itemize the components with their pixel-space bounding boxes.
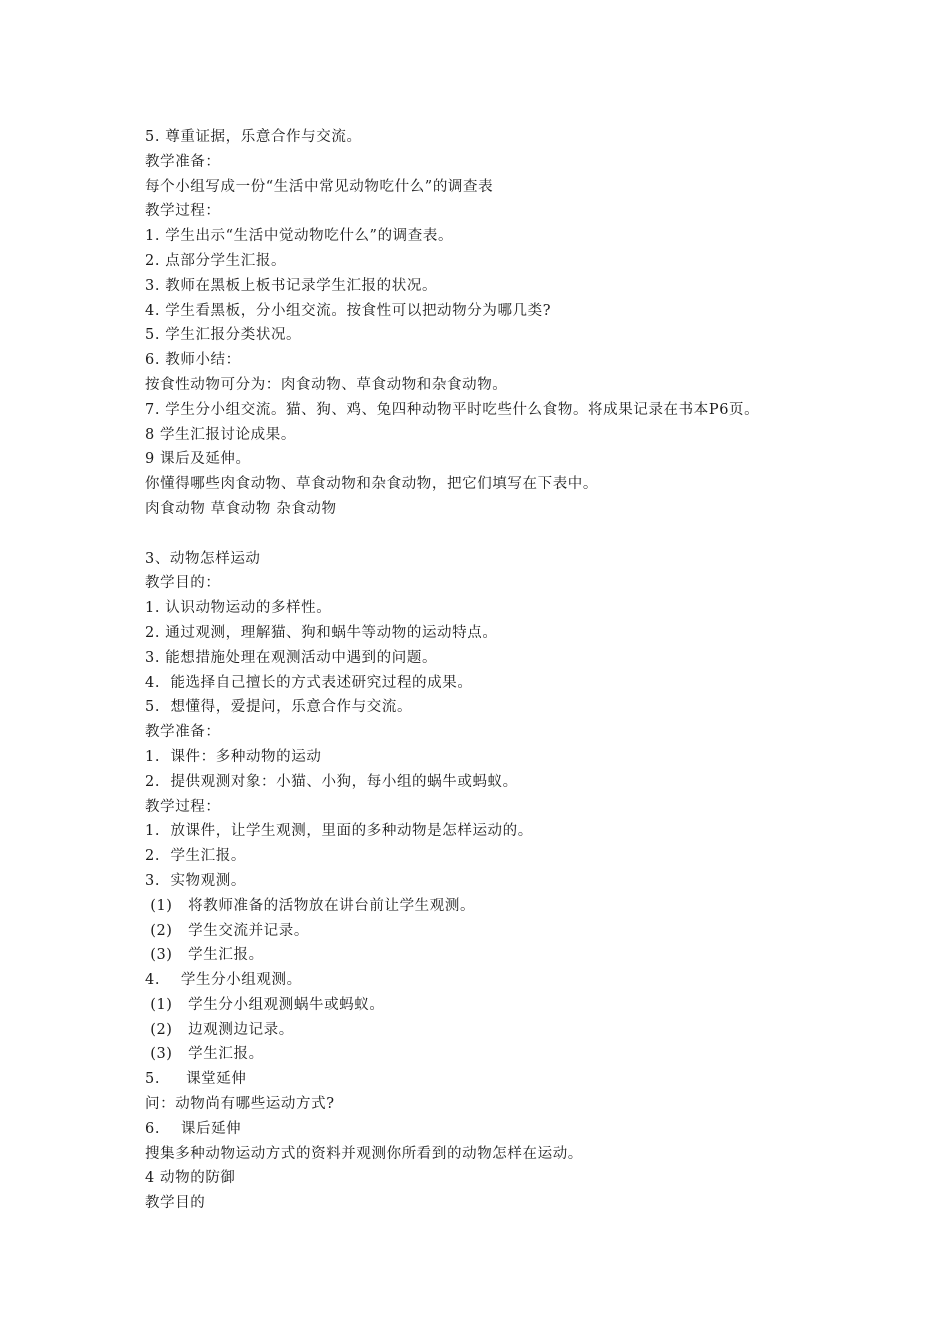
text-line: 1. 学生出示“生活中觉动物吃什么”的调查表。 [145, 228, 454, 245]
text-line: 1. 课件：多种动物的运动 [145, 748, 322, 765]
text-line: 你懂得哪些肉食动物、草食动物和杂食动物，把它们填写在下表中。 [145, 476, 598, 493]
text-line: 教学目的： [145, 575, 221, 592]
text-line: 3. 教师在黑板上板书记录学生汇报的状况。 [145, 277, 438, 294]
text-line: 2. 点部分学生汇报。 [145, 252, 287, 269]
text-line: 4. 学生分小组观测。 [145, 972, 302, 989]
text-line: 4 动物的防御 [145, 1170, 236, 1187]
text-line: (1) 将教师准备的活物放在讲台前让学生观测。 [145, 897, 476, 914]
text-line: (3) 学生汇报。 [145, 1046, 264, 1063]
text-line: 4. 能选择自己擅长的方式表述研究过程的成果。 [145, 674, 473, 691]
text-line: 9 课后及延伸。 [145, 451, 251, 468]
text-line: 搜集多种动物运动方式的资料并观测你所看到的动物怎样在运动。 [145, 1145, 583, 1162]
text-line: 5. 尊重证据，乐意合作与交流。 [145, 129, 362, 145]
text-line: 5. 学生汇报分类状况。 [145, 327, 302, 344]
text-line: (2) 学生交流并记录。 [145, 922, 309, 939]
text-line: 问：动物尚有哪些运动方式? [145, 1096, 335, 1113]
text-line: 每个小组写成一份“生活中常见动物吃什么”的调查表 [145, 178, 494, 195]
text-line: 5. 想懂得，爱提问，乐意合作与交流。 [145, 699, 413, 716]
text-line: 3、动物怎样运动 [145, 550, 261, 567]
text-line: 2. 学生汇报。 [145, 848, 246, 865]
text-line: 按食性动物可分为：肉食动物、草食动物和杂食动物。 [145, 376, 508, 393]
text-line: 1. 认识动物运动的多样性。 [145, 600, 332, 617]
text-line: (3) 学生汇报。 [145, 947, 264, 964]
text-line: 5. 课堂延伸 [145, 1071, 247, 1088]
text-line: 3. 能想措施处理在观测活动中遇到的问题。 [145, 649, 438, 666]
document-body [145, 125, 845, 1216]
text-line: 教学过程： [145, 798, 221, 815]
text-line: (1) 学生分小组观测蜗牛或蚂蚁。 [145, 996, 385, 1013]
text-line: 6. 课后延伸 [145, 1120, 242, 1137]
text-line: (2) 边观测边记录。 [145, 1021, 294, 1038]
text-line: 8 学生汇报讨论成果。 [145, 426, 296, 443]
text-line: 3. 实物观测。 [145, 872, 246, 889]
text-line: 2. 提供观测对象：小猫、小狗，每小组的蜗牛或蚂蚁。 [145, 773, 518, 790]
text-line: 肉食动物 草食动物 杂食动物 [145, 500, 337, 517]
text-line: 教学准备： [145, 724, 221, 741]
text-line: 4. 学生看黑板，分小组交流。按食性可以把动物分为哪几类? [145, 302, 552, 319]
blank-line [145, 522, 845, 547]
text-line: 教学目的 [145, 1195, 206, 1212]
text-line: 7. 学生分小组交流。猫、狗、鸡、兔四种动物平时吃些什么食物。将成果记录在书本P6页。 [145, 401, 760, 418]
text-line: 1. 放课件，让学生观测，里面的多种动物是怎样运动的。 [145, 823, 533, 840]
text-line: 2. 通过观测，理解猫、狗和蜗牛等动物的运动特点。 [145, 624, 498, 641]
text-line: 6. 教师小结： [145, 352, 241, 369]
text-line: 教学准备： [145, 153, 221, 170]
text-line: 教学过程： [145, 203, 221, 220]
